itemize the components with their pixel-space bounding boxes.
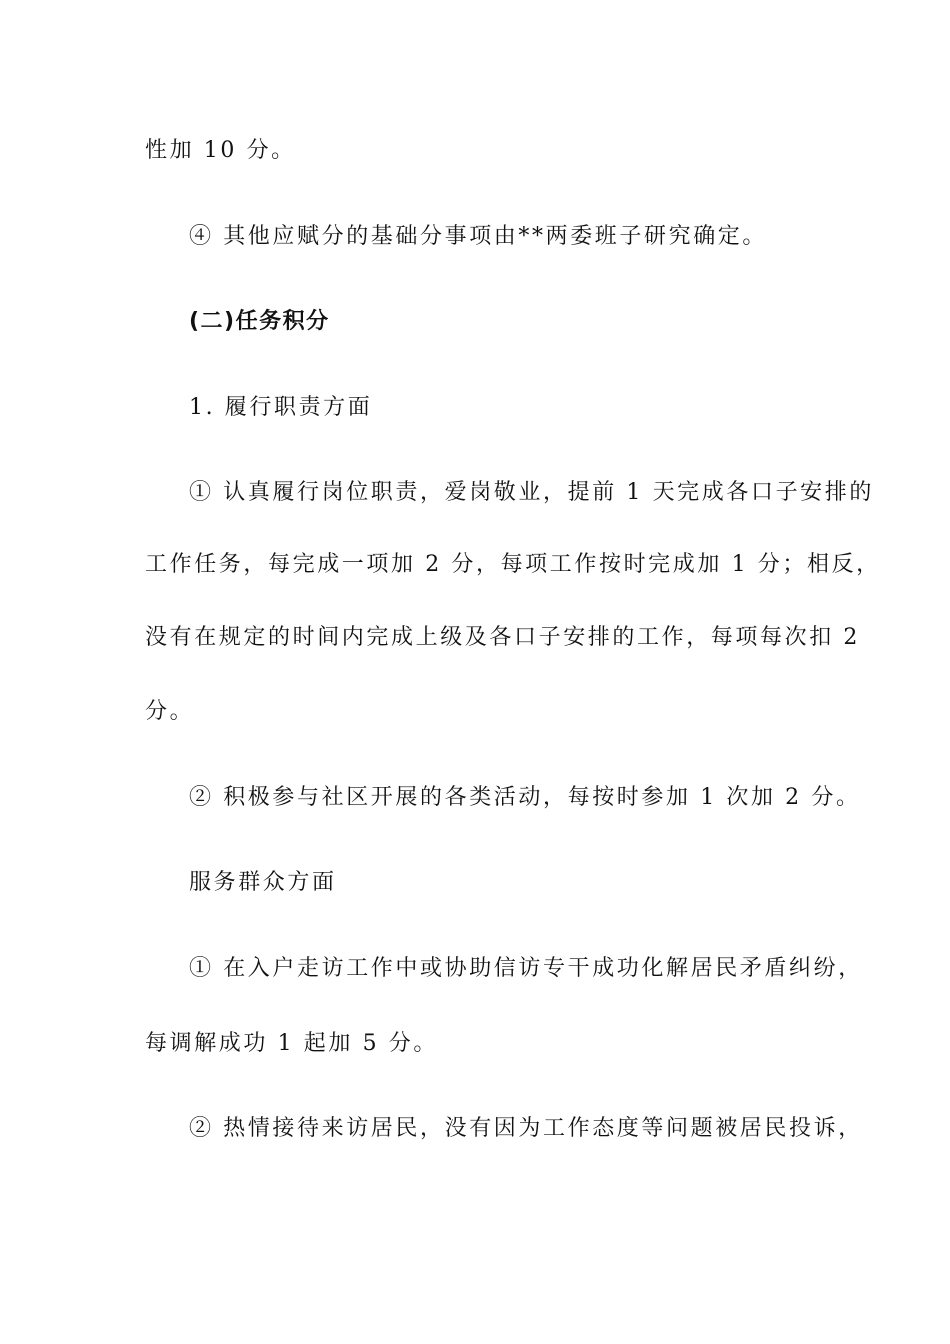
paragraph-line: 没有在规定的时间内完成上级及各口子安排的工作，每项每次扣 2: [145, 625, 860, 650]
section-heading: (二)任务积分: [189, 309, 330, 334]
paragraph-line: ④ 其他应赋分的基础分事项由**两委班子研究确定。: [189, 224, 767, 249]
paragraph-line: 每调解成功 1 起加 5 分。: [145, 1031, 438, 1056]
paragraph-line: 工作任务，每完成一项加 2 分，每项工作按时完成加 1 分；相反，: [145, 552, 881, 577]
subsection-heading: 服务群众方面: [189, 870, 337, 895]
paragraph-line: ② 热情接待来访居民，没有因为工作态度等问题被居民投诉，: [189, 1116, 863, 1141]
paragraph-line: 分。: [145, 699, 195, 724]
paragraph-line: 性加 10 分。: [145, 138, 296, 163]
paragraph-line: ① 在入户走访工作中或协助信访专干成功化解居民矛盾纠纷，: [189, 956, 863, 981]
paragraph-line: ② 积极参与社区开展的各类活动，每按时参加 1 次加 2 分。: [189, 785, 861, 810]
subsection-heading: 1. 履行职责方面: [189, 395, 373, 420]
paragraph-line: ① 认真履行岗位职责，爱岗敬业，提前 1 天完成各口子安排的: [189, 480, 874, 505]
